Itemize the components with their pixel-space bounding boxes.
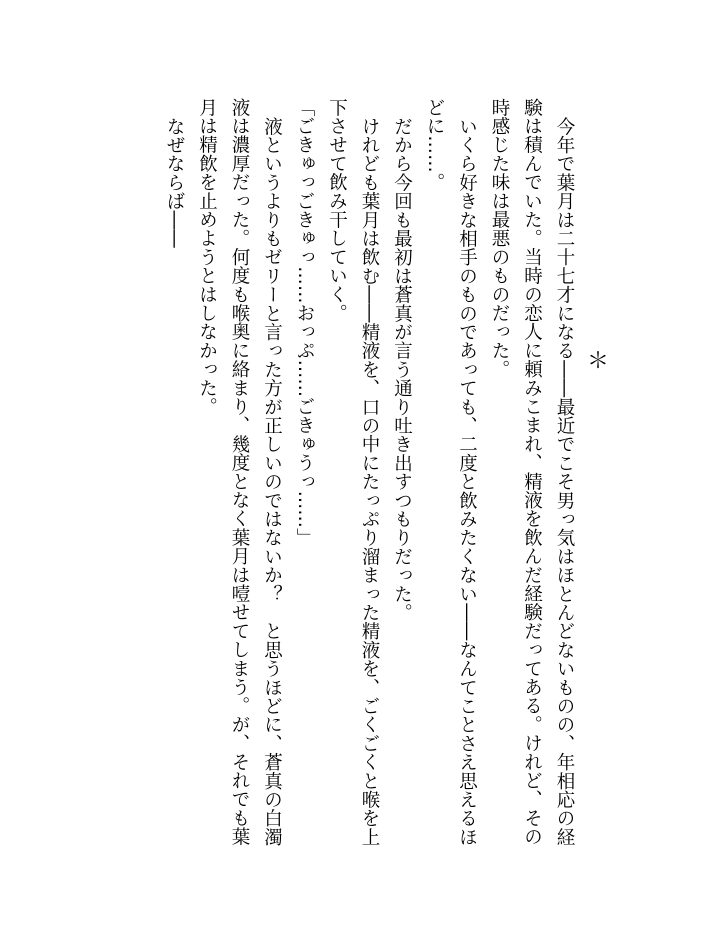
paragraph: けれども葉月は飲む――精液を、口の中にたっぷり溜まった精液を、ごくごくと喉を上下させて飲み干していく。: [326, 98, 380, 846]
paragraph: 今年で葉月は二十七才になる――最近でこそ男っ気はほとんどないものの、年相応の経験は積んでいた。当時の恋人に頼みこまれ、精液を飲んだ経験だってある。けれど、その時感じた味は最悪のものだった。: [489, 98, 575, 846]
scene-break-asterisk: ＊: [586, 349, 609, 374]
paragraph: 液というよりもゼリーと言った方が正しいのではないか？ と思うほどに、蒼真の白濁液は濃厚だった。何度も喉奥に絡まり、幾度となく葉月は噎せてしまう。が、それでも葉月は精飲を止めようとはしなかった。: [196, 98, 283, 846]
paragraph: なぜならば――: [164, 116, 185, 248]
vertical-text-body: [80, 98, 580, 858]
paragraph: いくら好きな相手のものであっても、二度と飲みたくない――なんてことさえ思えるほどに……。: [424, 98, 478, 846]
dialogue-line: 「ごきゅっごきゅっ……おっぷ……ごきゅうっ……」: [294, 98, 315, 547]
paragraph: だから今回も最初は蒼真が言う通り吐き出すつもりだった。: [391, 116, 413, 622]
